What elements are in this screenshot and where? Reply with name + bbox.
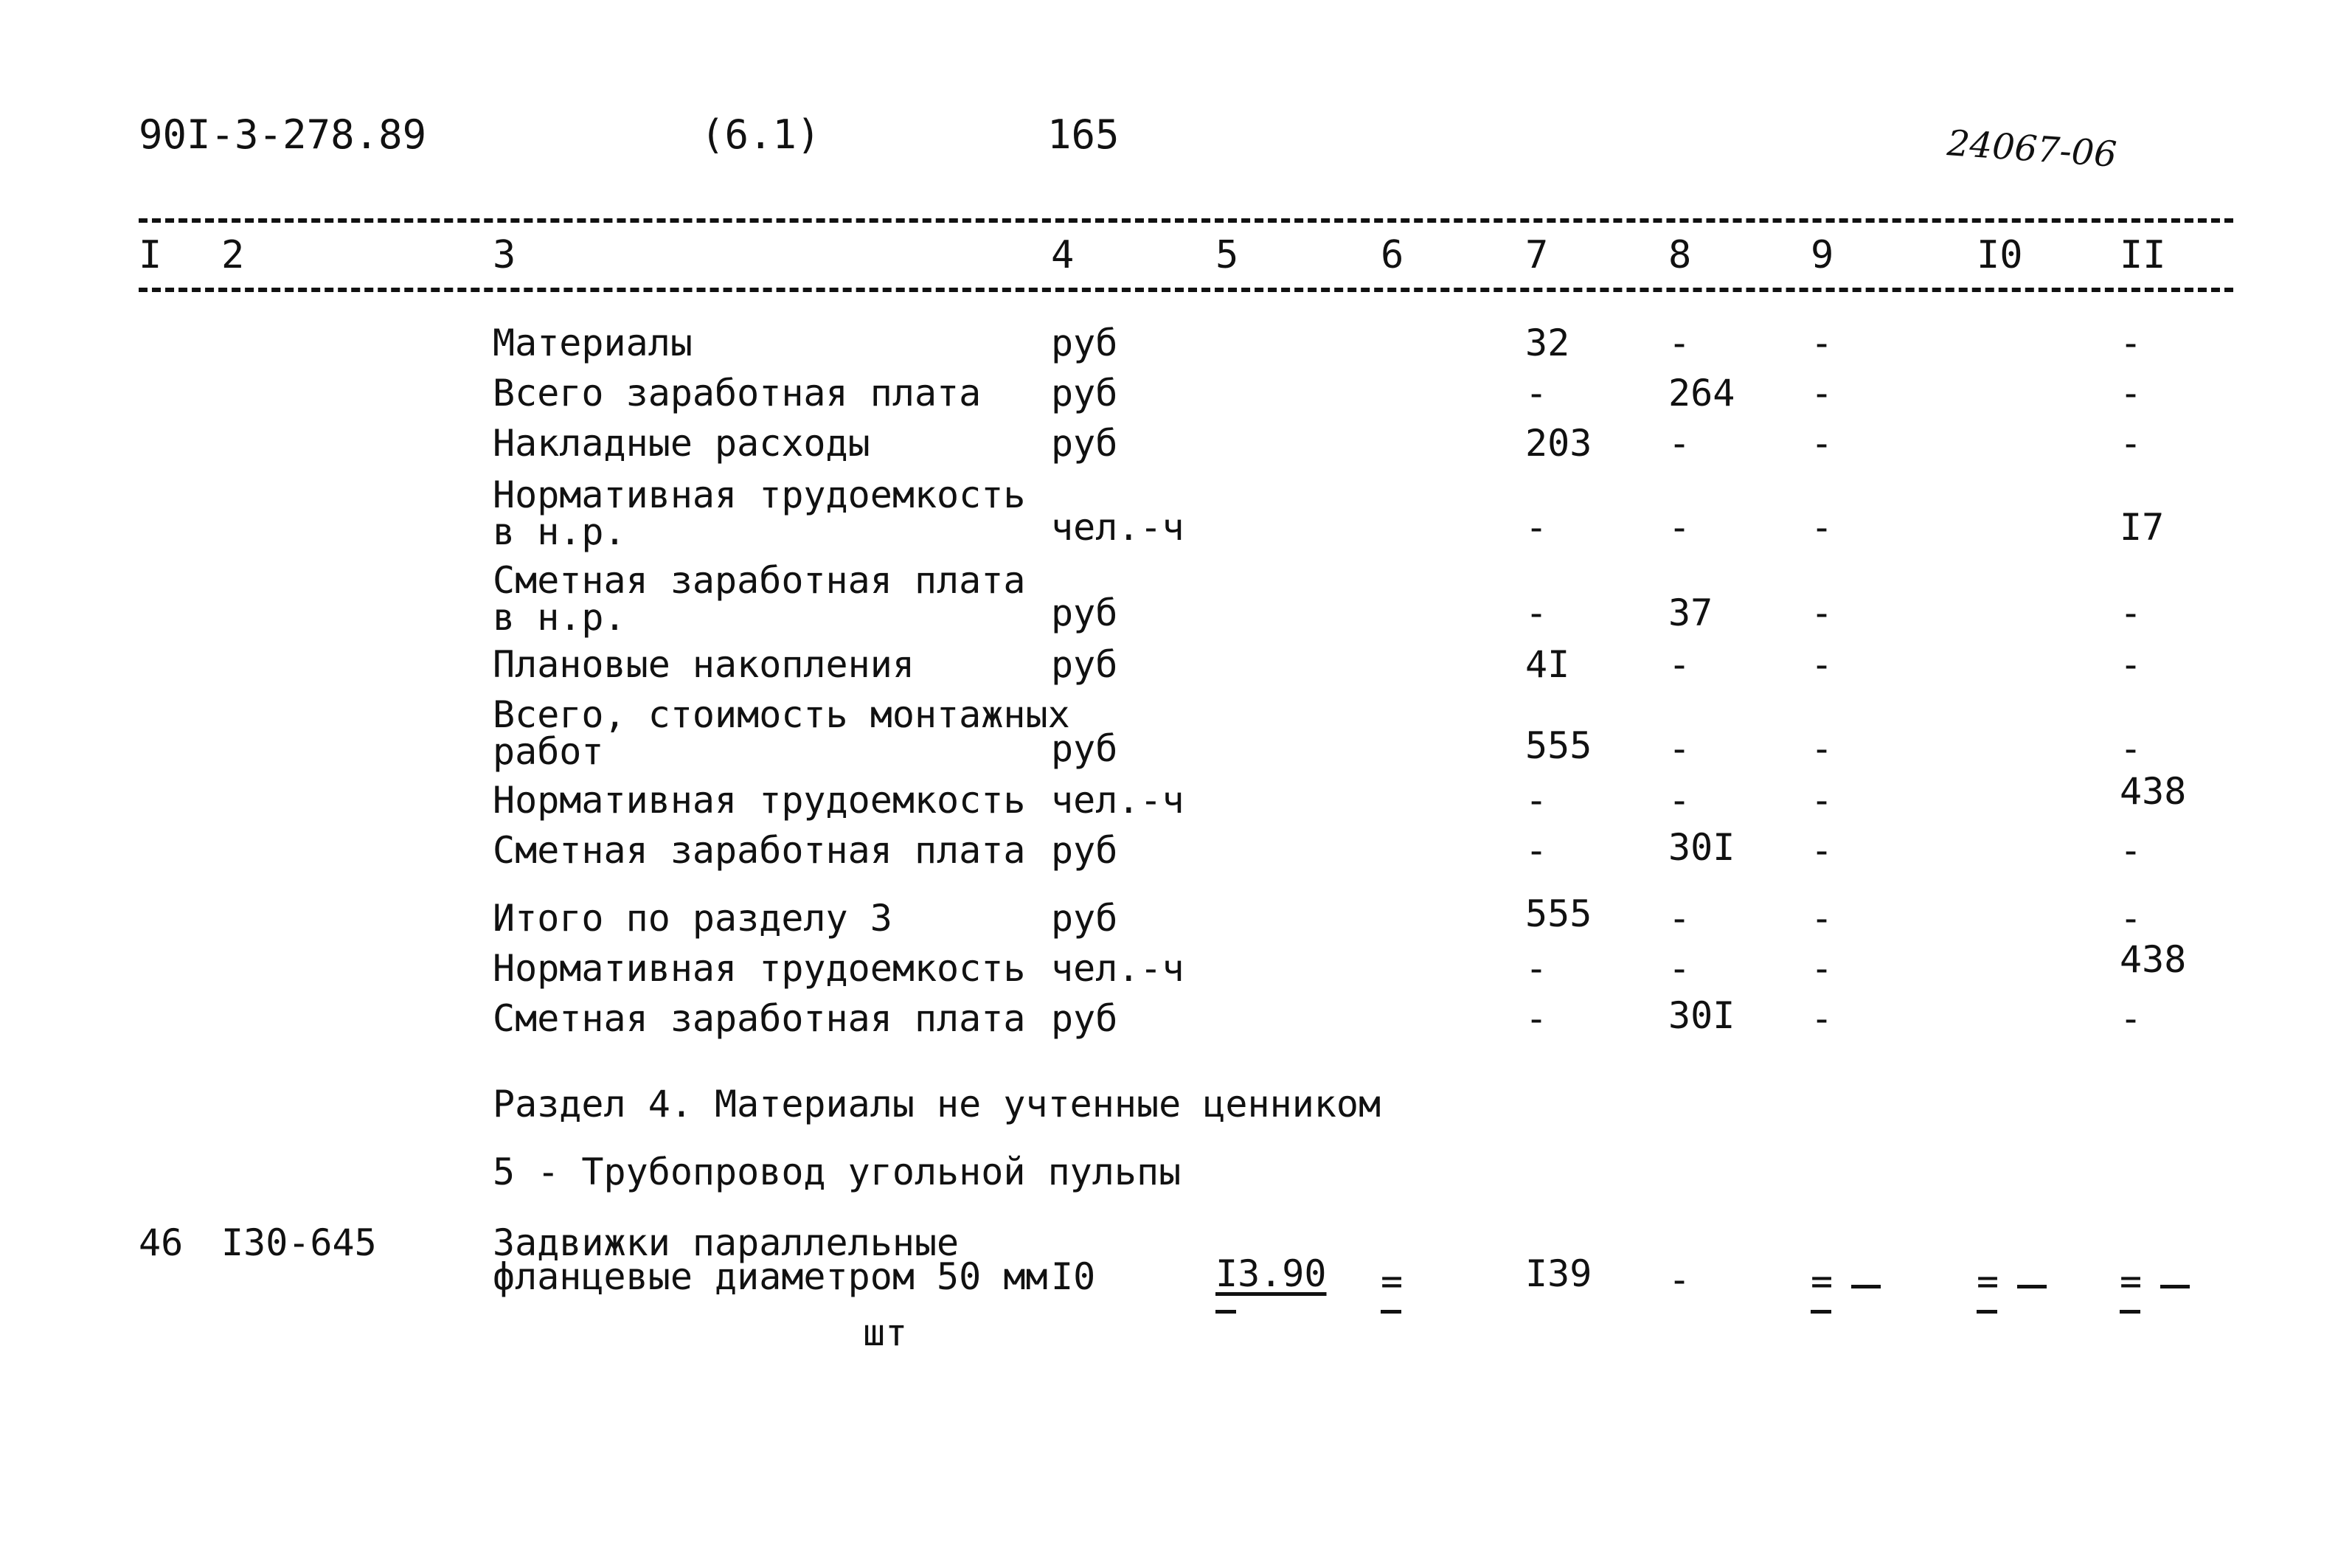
row-unit: руб xyxy=(1051,422,1118,465)
row-col9: - xyxy=(1811,643,1834,686)
row-col7: 32 xyxy=(1525,322,1570,364)
column-header-8: 8 xyxy=(1668,233,1692,277)
row-col8: 30I xyxy=(1668,994,1735,1037)
col9-sub-dash xyxy=(1811,1310,1831,1314)
row-col8: - xyxy=(1668,897,1691,940)
row-col7: 555 xyxy=(1525,724,1592,767)
row-name-line1: Сметная заработная плата xyxy=(493,559,1026,602)
row-name-line2: работ xyxy=(493,730,604,773)
row-col7: - xyxy=(1525,506,1548,549)
row-name-line1: Всего, стоимость монтажных xyxy=(493,693,1070,736)
row-col8: - xyxy=(1668,506,1691,549)
row-col8: - xyxy=(1668,779,1691,822)
item-price: I3.90 xyxy=(1215,1252,1327,1295)
row-unit: руб xyxy=(1051,997,1118,1040)
item-code: I30-645 xyxy=(221,1221,377,1264)
row-col7: 203 xyxy=(1525,422,1592,465)
row-col7: - xyxy=(1525,947,1548,990)
row-col11: - xyxy=(2120,592,2143,634)
row-col11: - xyxy=(2120,829,2143,872)
row-unit: чел.-ч xyxy=(1051,947,1184,990)
document-code: 90I-3-278.89 xyxy=(139,111,427,158)
row-unit: руб xyxy=(1051,372,1118,414)
row-col8: - xyxy=(1668,727,1691,770)
column-header-10: I0 xyxy=(1977,233,2023,277)
item-col7: I39 xyxy=(1525,1252,1592,1295)
row-name: Накладные расходы xyxy=(493,422,870,465)
page-number: 165 xyxy=(1047,111,1120,158)
row-name-line2: в н.р. xyxy=(493,596,626,639)
row-unit: руб xyxy=(1051,829,1118,872)
subsection-title: 5 - Трубопровод угольной пульпы xyxy=(493,1151,1182,1193)
row-name: Плановые накопления xyxy=(493,643,915,686)
row-unit: чел.-ч xyxy=(1051,779,1184,822)
handwritten-number: 24067-06 xyxy=(1946,122,2118,176)
row-col11: - xyxy=(2120,997,2143,1040)
col11-trail-line xyxy=(2160,1285,2190,1288)
item-col9: = xyxy=(1811,1260,1834,1302)
row-name: Материалы xyxy=(493,322,693,364)
row-name: Нормативная трудоемкость xyxy=(493,779,1026,822)
section-number: (6.1) xyxy=(701,111,821,158)
row-unit: чел.-ч xyxy=(1051,506,1184,549)
column-header-7: 7 xyxy=(1525,233,1549,277)
row-unit: руб xyxy=(1051,727,1118,770)
row-col11: - xyxy=(2120,727,2143,770)
price-sub-dash xyxy=(1215,1310,1236,1314)
row-col11: 438 xyxy=(2120,938,2187,981)
row-name: Нормативная трудоемкость xyxy=(493,947,1026,990)
row-col7: - xyxy=(1525,592,1548,634)
header-bottom-dash-line xyxy=(139,288,2233,292)
row-col8: - xyxy=(1668,422,1691,465)
row-col11: 438 xyxy=(2120,770,2187,813)
column-header-11: II xyxy=(2120,233,2166,277)
row-col9: - xyxy=(1811,592,1834,634)
row-col9: - xyxy=(1811,829,1834,872)
row-unit: руб xyxy=(1051,322,1118,364)
col11-sub-dash xyxy=(2120,1310,2140,1314)
row-col11: - xyxy=(2120,322,2143,364)
row-unit: руб xyxy=(1051,592,1118,634)
item-unit: шт xyxy=(863,1311,908,1354)
col6-sub-dash xyxy=(1381,1310,1401,1314)
row-col7: - xyxy=(1525,997,1548,1040)
row-col9: - xyxy=(1811,506,1834,549)
row-col11: - xyxy=(2120,422,2143,465)
header-top-dash-line xyxy=(139,218,2233,223)
row-col8: - xyxy=(1668,947,1691,990)
row-name-line1: Нормативная трудоемкость xyxy=(493,473,1026,516)
row-col8: - xyxy=(1668,322,1691,364)
row-col9: - xyxy=(1811,997,1834,1040)
item-quantity: I0 xyxy=(1051,1255,1096,1298)
row-col9: - xyxy=(1811,947,1834,990)
row-unit: руб xyxy=(1051,643,1118,686)
item-number: 46 xyxy=(139,1221,184,1264)
item-col11: = xyxy=(2120,1260,2143,1302)
column-header-2: 2 xyxy=(221,233,245,277)
row-col9: - xyxy=(1811,727,1834,770)
row-col9: - xyxy=(1811,779,1834,822)
row-col11: - xyxy=(2120,643,2143,686)
row-col7: 555 xyxy=(1525,892,1592,935)
row-col7: - xyxy=(1525,779,1548,822)
column-header-5: 5 xyxy=(1215,233,1239,277)
row-name: Итого по разделу 3 xyxy=(493,897,892,940)
row-name: Сметная заработная плата xyxy=(493,997,1026,1040)
col9-trail-line xyxy=(1851,1285,1881,1288)
column-header-4: 4 xyxy=(1051,233,1075,277)
column-header-3: 3 xyxy=(493,233,516,277)
col10-trail-line xyxy=(2017,1285,2047,1288)
row-col9: - xyxy=(1811,897,1834,940)
row-col9: - xyxy=(1811,322,1834,364)
row-name-line2: в н.р. xyxy=(493,510,626,553)
section-4-title: Раздел 4. Материалы не учтенные ценником xyxy=(493,1083,1381,1125)
row-unit: руб xyxy=(1051,897,1118,940)
col10-sub-dash xyxy=(1977,1310,1997,1314)
item-name-line1: Задвижки параллельные xyxy=(493,1221,960,1264)
row-col9: - xyxy=(1811,372,1834,414)
item-col10: = xyxy=(1977,1260,1999,1302)
row-col9: - xyxy=(1811,422,1834,465)
column-header-9: 9 xyxy=(1811,233,1834,277)
item-col8: - xyxy=(1668,1258,1691,1301)
row-name: Сметная заработная плата xyxy=(493,829,1026,872)
row-col11: - xyxy=(2120,897,2143,940)
item-name-line2: фланцевые диаметром 50 мм xyxy=(493,1255,1048,1298)
row-col7: - xyxy=(1525,372,1548,414)
item-col6: = xyxy=(1381,1260,1404,1302)
row-col7: - xyxy=(1525,829,1548,872)
row-name: Всего заработная плата xyxy=(493,372,982,414)
column-header-6: 6 xyxy=(1381,233,1404,277)
row-col11: - xyxy=(2120,372,2143,414)
row-col8: 37 xyxy=(1668,592,1713,634)
column-header-1: I xyxy=(139,233,162,277)
row-col7: 4I xyxy=(1525,643,1570,686)
row-col11: I7 xyxy=(2120,506,2165,549)
row-col8: 30I xyxy=(1668,826,1735,869)
row-col8: 264 xyxy=(1668,372,1735,414)
row-col8: - xyxy=(1668,643,1691,686)
